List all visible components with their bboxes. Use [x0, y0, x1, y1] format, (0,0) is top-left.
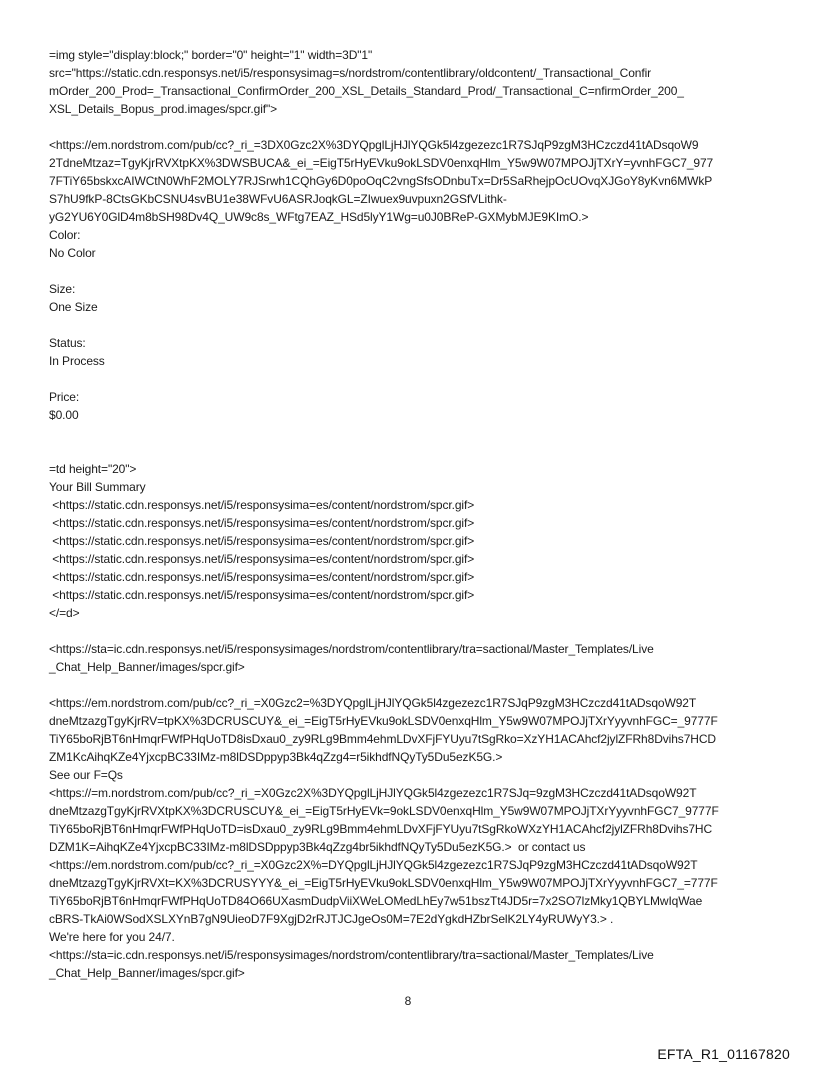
text-line: We're here for you 24/7. — [49, 930, 175, 944]
text-line: dneMtzazgTgyKjrRVXtpKX%3DCRUSCUY&_ei_=EigT5rHyEVk=9okLSDV0enxqHlm_Y5w9W07MPOJjTXrYyyvnhFGC7_9777F — [49, 804, 719, 818]
price-value: $0.00 — [49, 408, 79, 422]
text-line: <https://em.nordstrom.com/pub/cc?_ri_=X0Gzc2=%3DYQpglLjHJlYQGk5l4zgezezc1R7SJqP9zgM3HCzczd41tADsqoW92T — [49, 696, 697, 710]
text-line: See our F=Qs — [49, 768, 123, 782]
support-availability-text — [49, 928, 796, 946]
page-number: 8 — [404, 994, 412, 1008]
color-field — [49, 226, 796, 262]
tracking-img-tag-text — [49, 46, 796, 118]
faq-link-text-2 — [49, 784, 796, 856]
live-chat-banner-link-1 — [49, 640, 796, 676]
bates-number: EFTA_R1_01167820 — [657, 1046, 790, 1062]
contact-us-link-text — [49, 856, 796, 928]
text-line: S7hU9fkP-8CtsGKbCSNU4svBU1e38WFvU6ASRJoqkGL=ZIwuex9uvpuxn2GSfVLithk- — [49, 192, 507, 206]
price-field — [49, 388, 796, 424]
text-line: 7FTiY65bskxcAIWCtN0WhF2MOLY7RJSrwh1CQhGy6D0poOqC2vngSfsODnbuTx=Dr5SaRhejpOcUOvqXJGoY8yKvn6MWkP — [49, 174, 713, 188]
text-line: mOrder_200_Prod=_Transactional_ConfirmOrder_200_XSL_Details_Standard_Prod/_Transactional_C=nfirmOrder_200_ — [49, 84, 684, 98]
text-line: TiY65boRjBT6nHmqrFWfPHqUoTD=isDxau0_zy9RLg9Bmm4ehmLDvXFjFYUyu7tSgRkoWXzYH1ACAhcf2jylZFRh8Dvihs7HC — [49, 822, 713, 836]
text-line: dneMtzazgTgyKjrRV=tpKX%3DCRUSCUY&_ei_=EigT5rHyEVku9okLSDV0enxqHlm_Y5w9W07MPOJjTXrYyyvnhFGC=_9777F — [49, 714, 718, 728]
text-line: <https://static.cdn.responsys.net/i5/responsysima=es/content/nordstrom/spcr.gif> — [49, 498, 475, 512]
text-line: </=d> — [49, 606, 80, 620]
order-item-link-text — [49, 136, 796, 226]
text-line: src="https://static.cdn.responsys.net/i5/responsysimag=s/nordstrom/contentlibrary/oldcontent/_Transactional_Confir — [49, 66, 652, 80]
text-line: <https://static.cdn.responsys.net/i5/responsysima=es/content/nordstrom/spcr.gif> — [49, 516, 475, 530]
price-label: Price: — [49, 390, 80, 404]
text-line: <https://static.cdn.responsys.net/i5/responsysima=es/content/nordstrom/spcr.gif> — [49, 588, 475, 602]
text-line: 2TdneMtzaz=TgyKjrRVXtpKX%3DWSBUCA&_ei_=EigT5rHyEVku9okLSDV0enxqHlm_Y5w9W07MPOJjTXrY=yvnhFGC7_977 — [49, 156, 714, 170]
text-line: XSL_Details_Bopus_prod.images/spcr.gif"> — [49, 102, 278, 116]
size-field — [49, 280, 796, 316]
text-line: <https://static.cdn.responsys.net/i5/responsysima=es/content/nordstrom/spcr.gif> — [49, 534, 475, 548]
text-line: <https://sta=ic.cdn.responsys.net/i5/responsysimages/nordstrom/contentlibrary/tra=sactional/Master_Templates/Live — [49, 948, 654, 962]
text-line: <https://static.cdn.responsys.net/i5/responsysima=es/content/nordstrom/spcr.gif> — [49, 570, 475, 584]
page-content — [49, 46, 796, 1010]
color-value: No Color — [49, 246, 96, 260]
size-label: Size: — [49, 282, 76, 296]
bill-summary-text — [49, 460, 796, 622]
text-line: <https://em.nordstrom.com/pub/cc?_ri_=X0Gzc2X%=DYQpglLjHJlYQGk5l4zgezezc1R7SJqP9zgM3HCzczd41tADsqoW92T — [49, 858, 698, 872]
text-line: _Chat_Help_Banner/images/spcr.gif> — [49, 966, 245, 980]
text-line: <https://sta=ic.cdn.responsys.net/i5/responsysimages/nordstrom/contentlibrary/tra=sactional/Master_Templates/Live — [49, 642, 654, 656]
text-line: =td height="20"> — [49, 462, 137, 476]
text-line: TiY65boRjBT6nHmqrFWfPHqUoTD84O66UXasmDudpViiXWeLOMedLhEy7w51bszTt4JD5r=7x2SO7lzMky1QBYLMwIqWae — [49, 894, 703, 908]
status-field — [49, 334, 796, 370]
faq-link-text-1 — [49, 694, 796, 784]
text-line: TiY65boRjBT6nHmqrFWfPHqUoTD8isDxau0_zy9RLg9Bmm4ehmLDvXFjFYUyu7tSgRko=XzYH1ACAhcf2jylZFRh8Dvihs7HCD — [49, 732, 716, 746]
text-line: yG2YU6Y0GlD4m8bSH98Dv4Q_UW9c8s_WFtg7EAZ_HSd5lyY1Wg=u0J0BReP-GXMybMJE9KImO.> — [49, 210, 589, 224]
text-line: <https://static.cdn.responsys.net/i5/responsysima=es/content/nordstrom/spcr.gif> — [49, 552, 475, 566]
text-line: <https://=m.nordstrom.com/pub/cc?_ri_=X0Gzc2X%3DYQpglLjHJlYQGk5l4zgezezc1R7SJq=9zgM3HCzczd41tADsqoW92T — [49, 786, 697, 800]
status-label: Status: — [49, 336, 86, 350]
text-line: DZM1K=AihqKZe4YjxcpBC33IMz-m8lDSDppyp3Bk4qZzg4br5ikhdfNQyTy5Du5ezK5G.> or contact us — [49, 840, 586, 854]
text-line: ZM1KcAihqKZe4YjxcpBC33IMz-m8lDSDppyp3Bk4qZzg4=r5ikhdfNQyTy5Du5ezK5G.> — [49, 750, 503, 764]
live-chat-banner-link-2 — [49, 946, 796, 982]
text-line: =img style="display:block;" border="0" height="1" width=3D"1" — [49, 48, 373, 62]
color-label: Color: — [49, 228, 81, 242]
text-line: Your Bill Summary — [49, 480, 146, 494]
status-value: In Process — [49, 354, 105, 368]
text-line: dneMtzazgTgyKjrRVXt=KX%3DCRUSYYY&_ei_=EigT5rHyEVku9okLSDV0enxqHlm_Y5w9W07MPOJjTXrYyyvnhFGC7_=777F — [49, 876, 718, 890]
size-value: One Size — [49, 300, 98, 314]
text-line: <https://em.nordstrom.com/pub/cc?_ri_=3DX0Gzc2X%3DYQpglLjHJlYQGk5l4zgezezc1R7SJqP9zgM3HCzczd41tADsqoW9 — [49, 138, 699, 152]
text-line: _Chat_Help_Banner/images/spcr.gif> — [49, 660, 245, 674]
text-line: cBRS-TkAi0WSodXSLXYnB7gN9UieoD7F9XgjD2rRJTJCJgeOs0M=7E2dYgkdHZbrSelK2LY4yRUWyY3.> . — [49, 912, 614, 926]
